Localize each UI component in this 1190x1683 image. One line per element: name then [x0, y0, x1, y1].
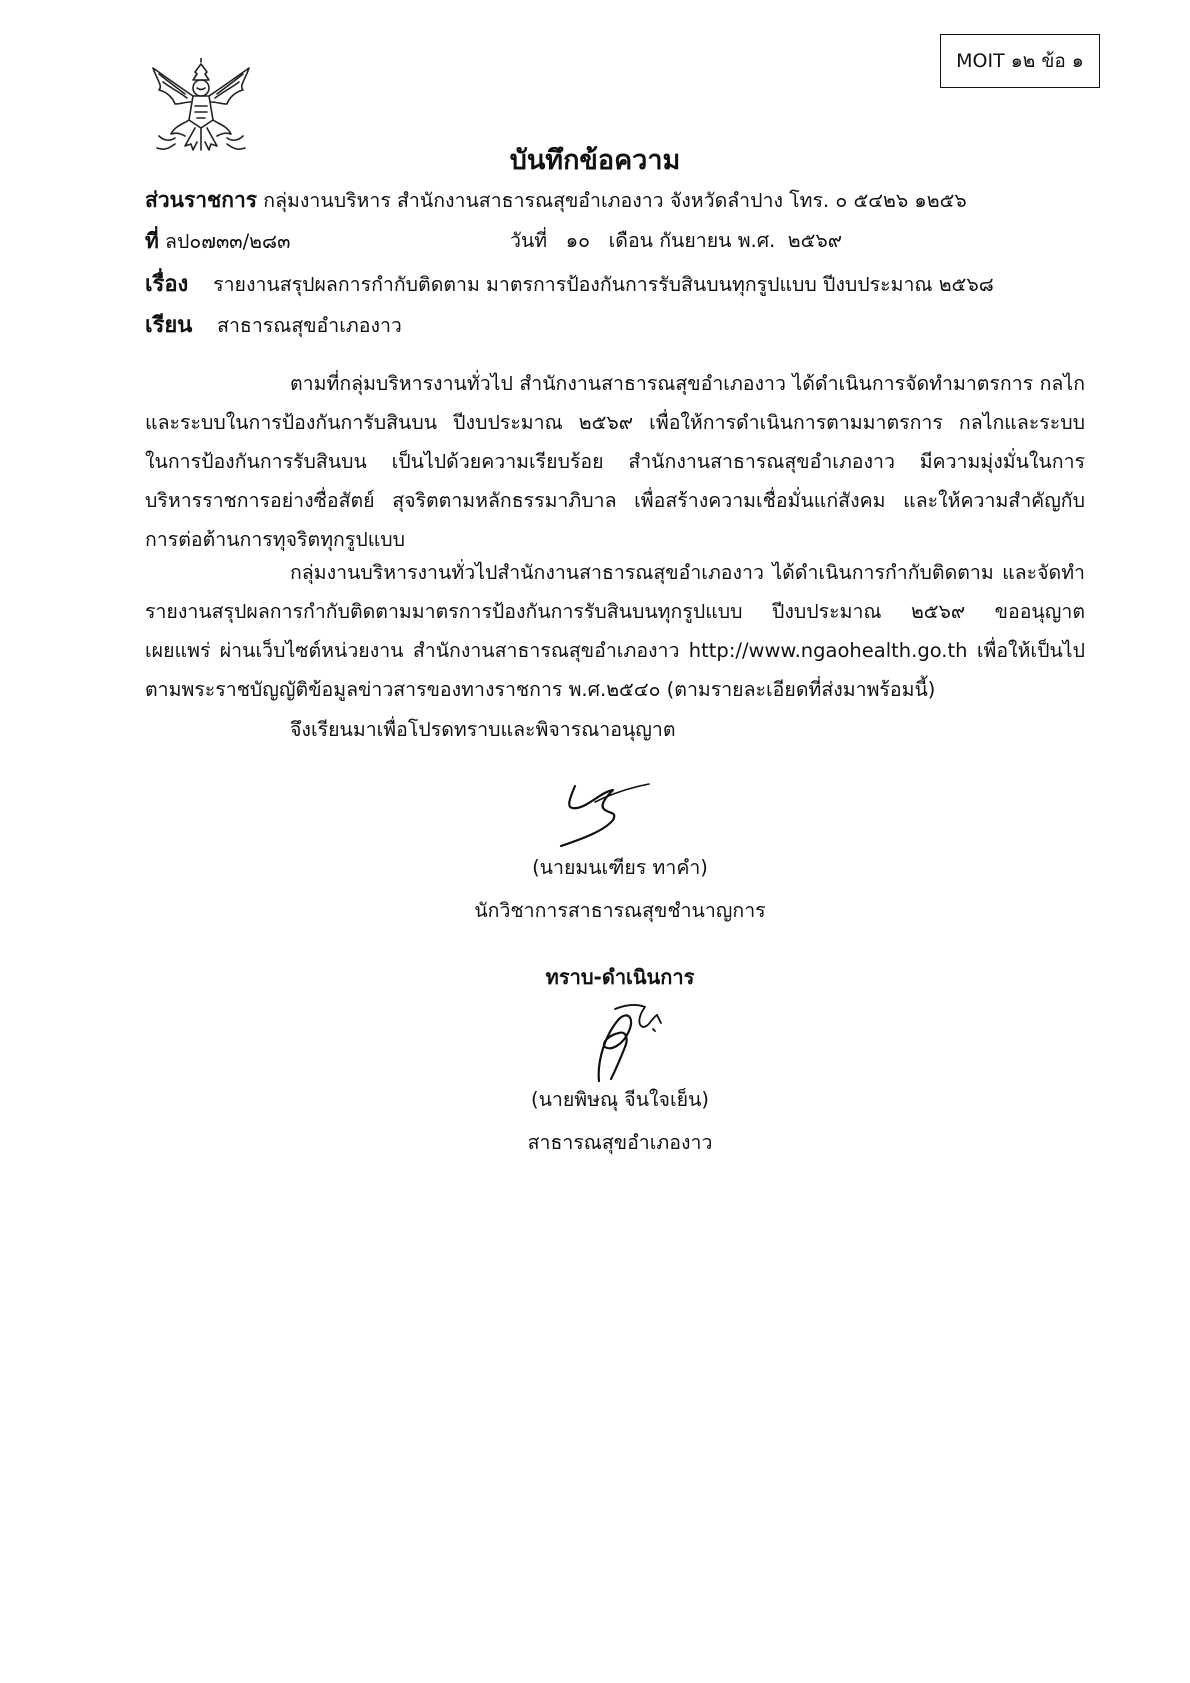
to-value: สาธารณสุขอำเภองาว — [217, 314, 402, 337]
para2-line: เผยแพร่ ผ่านเว็บไซต์หน่วยงาน สำนักงานสาธารณสุขอำเภองาว http://www.ngaohealth.go.th เพื่อให้เป็นไป — [145, 639, 1085, 662]
para1-line: การต่อต้านการทุจริตทุกรูปแบบ — [145, 528, 406, 551]
ref-label: ที่ — [145, 229, 159, 253]
date-label: วันที่ — [510, 229, 548, 252]
date-year-label: พ.ศ. — [737, 229, 776, 252]
approver-block — [460, 1084, 780, 1158]
signature-1 — [555, 778, 665, 848]
signer1-position: นักวิชาการสาธารณสุขชำนาญการ — [474, 899, 766, 922]
agency-value: กลุ่มงานบริหาร สำนักงานสาธารณสุขอำเภองาว จังหวัดลำปาง โทร. ๐ ๕๔๒๖ ๑๒๕๖ — [263, 189, 967, 212]
para1-line: ตามที่กลุ่มบริหารงานทั่วไป สำนักงานสาธารณสุขอำเภองาว ได้ดำเนินการจัดทำมาตรการ กลไก — [290, 372, 1085, 395]
to-row — [145, 307, 402, 342]
doc-code-box: MOIT ๑๒ ข้อ ๑ — [940, 34, 1100, 88]
closing-paragraph — [145, 710, 1085, 749]
memo-title: บันทึกข้อความ — [509, 145, 681, 176]
body-paragraph-1 — [145, 364, 1085, 559]
date-year: ๒๕๖๙ — [787, 229, 843, 252]
date-month: กันยายน — [659, 229, 732, 252]
date-month-label: เดือน — [608, 229, 654, 252]
subject-row — [145, 266, 994, 301]
approver-name: (นายพิษณุ จีนใจเย็น) — [530, 1088, 710, 1111]
para1-line: และระบบในการป้องกันการับสินบน ปีงบประมาณ ๒๕๖๙ เพื่อให้การดำเนินการตามมาตรการ กลไกและระบบ — [145, 411, 1085, 434]
para2-line: รายงานสรุปผลการกำกับติดตามมาตรการป้องกันการรับสินบนทุกรูปแบบ ปีงบประมาณ ๒๕๖๙ ขออนุญาต — [145, 600, 1085, 623]
date-row — [510, 225, 842, 256]
signer1-name: (นายมนเฑียร ทาคำ) — [532, 856, 708, 879]
ref-value: ลป๐๗๓๓/๒๘๓ — [165, 230, 291, 253]
subject-value: รายงานสรุปผลการกำกับติดตาม มาตรการป้องกันการรับสินบนทุกรูปแบบ ปีงบประมาณ ๒๕๖๘ — [213, 273, 994, 296]
para1-line: บริหารราชการอย่างซื่อสัตย์ สุจริตตามหลักธรรมาภิบาล เพื่อสร้างความเชื่อมั่นแก่สังคม และให้ความสำคัญกับ — [145, 489, 1085, 512]
para2-line: ตามพระราชบัญญัติข้อมูลข่าวสารของทางราชการ พ.ศ.๒๕๔๐ (ตามรายละเอียดที่ส่งมาพร้อมนี้) — [145, 678, 936, 701]
para2-line: กลุ่มงานบริหารงานทั่วไปสำนักงานสาธารณสุขอำเภองาว ได้ดำเนินการกำกับติดตาม และจัดทำ — [290, 561, 1085, 584]
body-paragraph-2 — [145, 553, 1085, 709]
agency-row — [145, 184, 967, 217]
signature-2 — [575, 997, 685, 1083]
ref-row — [145, 225, 290, 258]
signer1-block — [460, 852, 780, 926]
closing-text: จึงเรียนมาเพื่อโปรดทราบและพิจารณาอนุญาต — [290, 718, 676, 741]
date-day: ๑๐ — [565, 229, 591, 252]
approver-position: สาธารณสุขอำเภองาว — [527, 1131, 713, 1154]
to-label: เรียน — [145, 313, 193, 338]
para1-line: ในการป้องกันการรับสินบน เป็นไปด้วยความเรียบร้อย สำนักงานสาธารณสุขอำเภองาว มีความมุ่งมั่นในการ — [145, 450, 1085, 473]
approval-label: ทราบ-ดำเนินการ — [545, 965, 695, 989]
agency-label: ส่วนราชการ — [145, 188, 258, 212]
subject-label: เรื่อง — [145, 272, 189, 297]
